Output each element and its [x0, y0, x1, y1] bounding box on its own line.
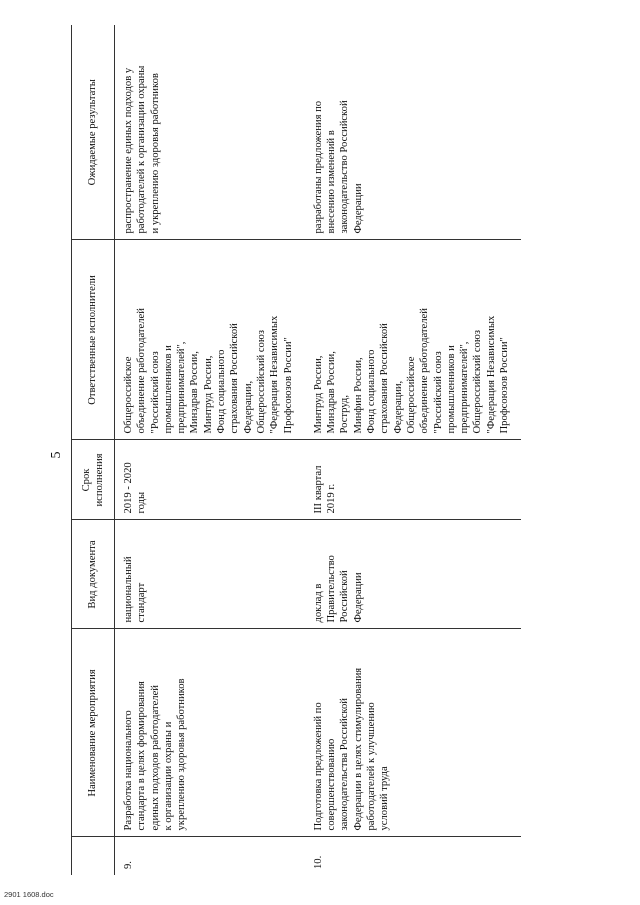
row-activity-name: Подготовка предложений по совершенствованию законодательства Российской Федерации в целях стимулирования работодателей к улучшению условий труда — [305, 629, 521, 837]
table-row — [305, 25, 521, 875]
header-number — [72, 837, 115, 875]
header-name: Наименование мероприятия — [72, 629, 115, 837]
row-responsible: Минтруд России, Минздрав России, Роструд, Минфин России, Фонд социального страхования Российской Федерации, Общероссийское объединение работодателей "Российский союз промышленников и предпринимателей", Общероссийский союз "Федерация Независимых Профсоюзов России" — [305, 240, 521, 440]
page-number: 5 — [49, 451, 64, 459]
row-activity-name: Разработка национального стандарта в целях формирования единых подходов работодателей к организации охраны и укреплению здоровья работников — [115, 629, 305, 837]
header-responsible: Ответственные исполнители — [72, 240, 115, 440]
row-doc-type: национальный стандарт — [115, 520, 305, 629]
header-deadline: Срок исполнения — [72, 440, 115, 520]
file-reference: 2901 1608.doc — [4, 890, 54, 899]
header-results: Ожидаемые результаты — [72, 25, 115, 240]
rotated-landscape-page — [45, 25, 605, 885]
header-doc-type: Вид документа — [72, 520, 115, 629]
row-deadline: 2019 - 2020 годы — [115, 440, 305, 520]
row-number: 10. — [305, 837, 521, 875]
activities-table — [71, 25, 521, 875]
table-row — [115, 25, 305, 875]
row-responsible: Общероссийское объединение работодателей "Российский союз промышленников и предпринимателей", Минздрав России, Минтруд России, Фонд социального страхования Российской Федерации, Общероссийский союз "Федерация Независимых Профсоюзов России" — [115, 240, 305, 440]
row-results: разработаны предложения по внесению изменений в законодательство Российской Федерации — [305, 25, 521, 240]
row-results: распространение единых подходов у работодателей к организации охраны и укреплению здоровья работников — [115, 25, 305, 240]
row-number: 9. — [115, 837, 305, 875]
row-doc-type: доклад в Правительство Российской Федерации — [305, 520, 521, 629]
table-header-row — [72, 25, 115, 875]
row-deadline: III квартал 2019 г. — [305, 440, 521, 520]
